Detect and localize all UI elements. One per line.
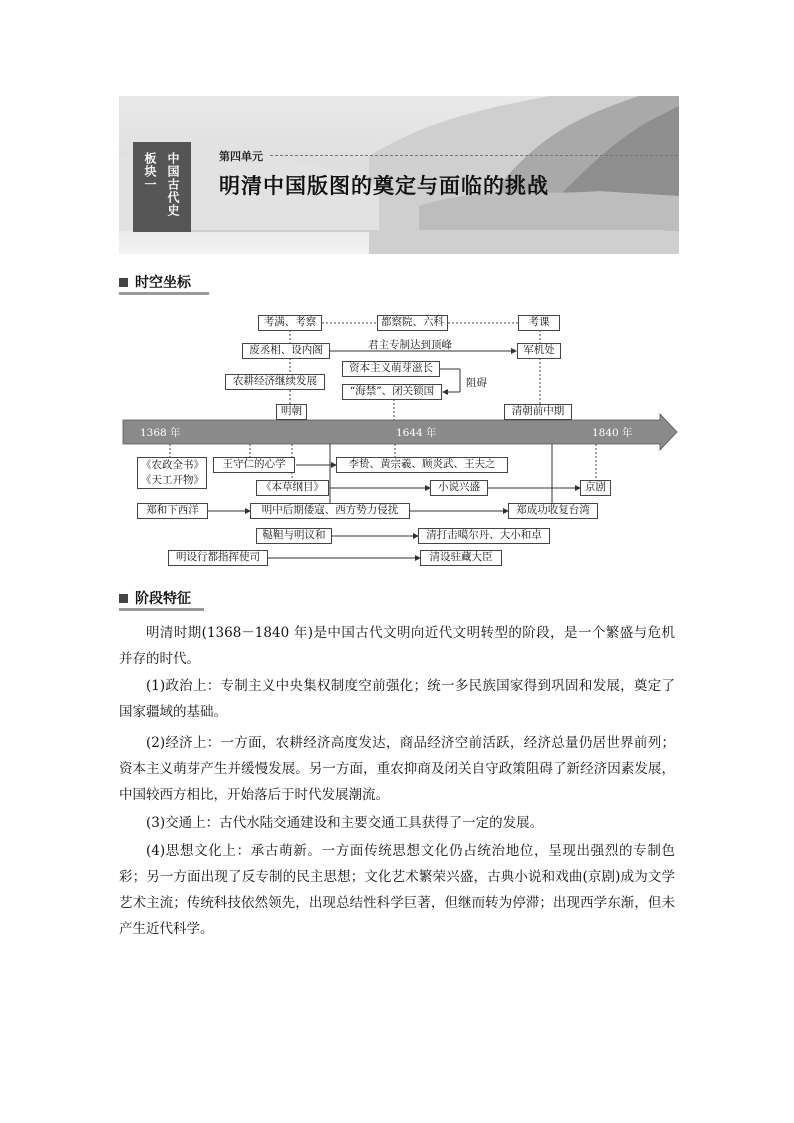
box-wokou: 明中后期倭寇、西方势力侵扰 xyxy=(250,503,410,519)
box-wangshouren: 王守仁的心学 xyxy=(213,457,295,473)
timeline-heading xyxy=(119,272,191,292)
box-zibenzhuyi: 资本主义萌芽滋长 xyxy=(342,361,440,377)
box-kaoke: 考课 xyxy=(518,315,560,331)
label-junzhuzhuanzhi: 君主专制达到顶峰 xyxy=(368,339,452,351)
unit-divider xyxy=(270,155,678,156)
timeline-heading-label: 时空坐标 xyxy=(135,275,191,291)
box-xiaoshuo: 小说兴盛 xyxy=(430,480,488,496)
year-1840: 1840 年 xyxy=(592,427,633,439)
features-heading xyxy=(119,588,191,608)
year-1368: 1368 年 xyxy=(140,427,181,439)
unit-label: 第四单元 xyxy=(219,150,263,163)
tag-right-text: 中国古代史 xyxy=(166,152,180,217)
heading-underline xyxy=(119,292,209,295)
features-heading-label: 阶段特征 xyxy=(135,591,191,607)
box-nongzheng-tiangong xyxy=(137,457,207,489)
box-lizhi: 李贽、黄宗羲、顾炎武、王夫之 xyxy=(336,457,508,473)
box-nonggeng: 农耕经济继续发展 xyxy=(225,374,325,390)
label-tiangong: 《天工开物》 xyxy=(141,474,204,486)
label-nongzheng: 《农政全书》 xyxy=(141,459,204,471)
section-tag xyxy=(133,142,191,232)
box-jingju: 京剧 xyxy=(580,480,611,496)
page-title: 明清中国版图的奠定与面临的挑战 xyxy=(219,174,549,198)
box-dusi: 明设行都指挥使司 xyxy=(168,550,268,566)
intro-paragraph: 明清时期(1368－1840 年)是中国古代文明向近代文明转型的阶段，是一个繁盛与危机并存的时代。 xyxy=(119,625,675,667)
politics-paragraph: (1)政治上：专制主义中央集权制度空前强化；统一多民族国家得到巩固和发展，奠定了国家疆域的基础。 xyxy=(119,678,675,720)
timeline-diagram xyxy=(0,300,794,580)
box-bencao: 《本草纲目》 xyxy=(256,480,329,496)
bullet-square-icon xyxy=(119,594,128,603)
bullet-square-icon xyxy=(119,278,128,287)
box-mingchao: 明朝 xyxy=(276,404,307,420)
banner-rule xyxy=(133,230,665,232)
box-haijin: “海禁”、闭关锁国 xyxy=(342,384,442,400)
culture-paragraph: (4)思想文化上：承古萌新。一方面传统思想文化仍占统治地位，呈现出强烈的专制色彩；另一方面出现了反专制的民主思想；文化艺术繁荣兴盛，古典小说和戏曲(京剧)成为文学艺术主流；传统科技依然领先，出现总结性科学巨著，但继而转为停滞；出现西学东渐，但未产生近代科学。 xyxy=(119,843,675,937)
transport-paragraph: (3)交通上：古代水陆交通建设和主要交通工具获得了一定的发展。 xyxy=(146,815,544,831)
box-zhengchenggong: 郑成功收复台湾 xyxy=(508,503,598,519)
heading-underline xyxy=(119,608,204,611)
box-feichengxiang: 废丞相、设内阁 xyxy=(242,343,330,359)
box-junjichu: 军机处 xyxy=(517,343,561,359)
box-zhuzang: 清设驻藏大臣 xyxy=(420,550,502,566)
tag-left-text: 板块一 xyxy=(143,152,157,191)
box-duchayuan: 都察院、六科 xyxy=(377,315,448,331)
box-kaoman: 考满、考察 xyxy=(258,315,322,331)
label-zuai: 阻碍 xyxy=(466,377,487,389)
box-geerdan: 清打击噶尔丹、大小和卓 xyxy=(418,528,550,544)
economy-paragraph: (2)经济上：一方面，农耕经济高度发达，商品经济空前活跃，经济总量仍居世界前列；资本主义萌芽产生并缓慢发展。另一方面，重农抑商及闭关自守政策阻碍了新经济因素发展，中国较西方相比，开始落后于时代发展潮流。 xyxy=(119,735,675,803)
box-zhenghe: 郑和下西洋 xyxy=(137,503,208,519)
year-1644: 1644 年 xyxy=(396,427,437,439)
box-qingchao: 清朝前中期 xyxy=(504,404,572,420)
box-dada: 鞑靼与明议和 xyxy=(256,528,332,544)
